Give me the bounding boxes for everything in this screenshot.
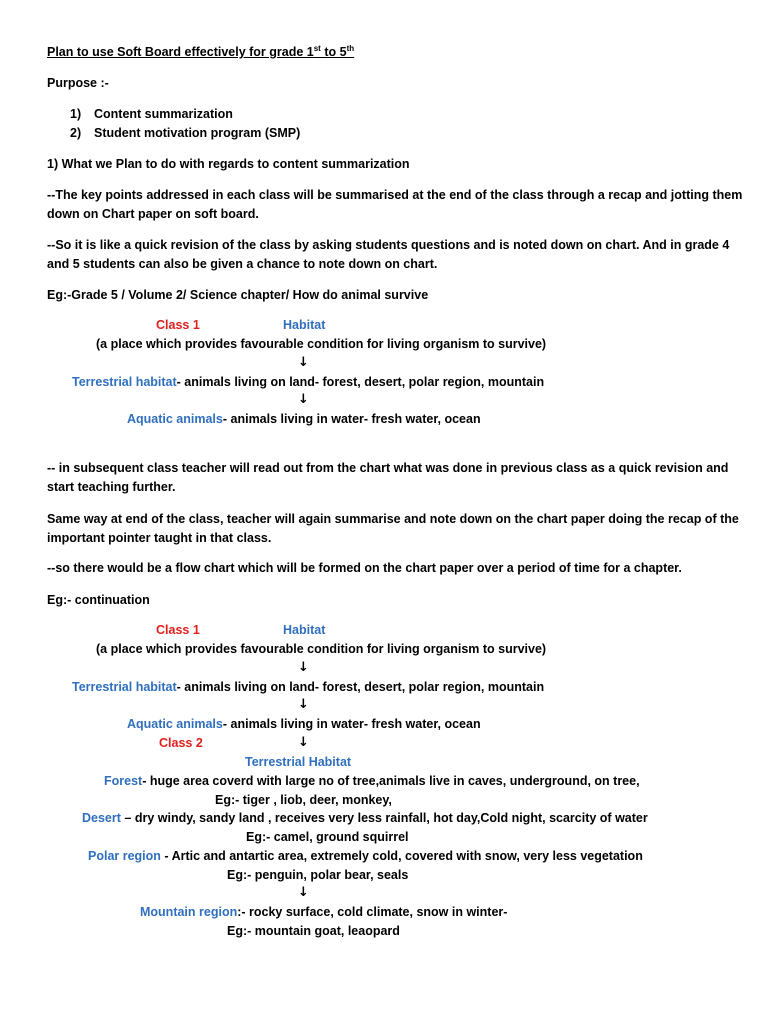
- ex2-habitat-definition: (a place which provides favourable condition for living organism to survive): [96, 642, 547, 656]
- purpose-item-1-number: 1): [70, 107, 82, 121]
- ex2-aquatic-text: - animals living in water- fresh water, ocean: [222, 717, 481, 731]
- ex2-terrestrial-text: - animals living on land- forest, desert, polar region, mountain: [176, 680, 545, 694]
- ex1-terrestrial-text: - animals living on land- forest, desert, polar region, mountain: [176, 375, 545, 389]
- purpose-item-2-number: 2): [70, 126, 82, 140]
- ex2-class2-label: Class 2: [159, 736, 203, 750]
- ex2-desert-label: Desert: [82, 811, 121, 825]
- ex2-terrestrial-line: [72, 679, 544, 695]
- para3-line-2: start teaching further.: [47, 480, 176, 494]
- ex2-mountain-example: Eg:- mountain goat, leaopard: [227, 924, 400, 938]
- ex1-aquatic-label: Aquatic animals: [127, 412, 223, 426]
- ex2-terrestrial-label: Terrestrial habitat: [72, 680, 177, 694]
- ex2-aquatic-label: Aquatic animals: [127, 717, 223, 731]
- example2-heading: Eg:- continuation: [47, 593, 150, 607]
- para4-line-1: Same way at end of the class, teacher will again summarise and note down on the chart paper doing the recap of the: [47, 512, 739, 526]
- down-arrow-icon: ↓: [298, 885, 309, 900]
- ex2-aquatic-line: [127, 716, 481, 732]
- ex2-polar-text: - Artic and antartic area, extremely cold, covered with snow, very less vegetation: [160, 849, 643, 863]
- document-title: [47, 44, 354, 60]
- down-arrow-icon: ↓: [298, 355, 309, 370]
- down-arrow-icon: ↓: [298, 697, 309, 712]
- title-sup-first: st: [313, 43, 321, 53]
- title-sup-second: th: [346, 43, 355, 53]
- para3-line-1: -- in subsequent class teacher will read out from the chart what was done in previous class as a quick revision and: [47, 461, 729, 475]
- ex2-forest-example: Eg:- tiger , liob, deer, monkey,: [215, 793, 392, 807]
- example1-heading: Eg:-Grade 5 / Volume 2/ Science chapter/ How do animal survive: [47, 288, 429, 302]
- ex1-habitat-definition: (a place which provides favourable condition for living organism to survive): [96, 337, 547, 351]
- para1-line-1: --The key points addressed in each class will be summarised at the end of the class through a recap and jotting them: [47, 188, 743, 202]
- section1-heading: 1) What we Plan to do with regards to content summarization: [47, 157, 410, 171]
- ex2-desert-line: [82, 810, 648, 826]
- purpose-item-1-text: Content summarization: [94, 107, 233, 121]
- para1-line-2: down on Chart paper on soft board.: [47, 207, 259, 221]
- para2-line-1: --So it is like a quick revision of the class by asking students questions and is noted down on chart. And in grade 4: [47, 238, 730, 252]
- ex1-habitat-label: Habitat: [283, 318, 326, 332]
- ex2-mountain-text: :- rocky surface, cold climate, snow in winter-: [237, 905, 508, 919]
- purpose-label: Purpose :-: [47, 76, 109, 90]
- para2-line-2: and 5 students can also be given a chance to note down on chart.: [47, 257, 438, 271]
- ex1-aquatic-line: [127, 411, 481, 427]
- title-to: to 5: [320, 45, 347, 59]
- ex1-terrestrial-line: [72, 374, 544, 390]
- ex1-class1-label: Class 1: [156, 318, 200, 332]
- down-arrow-icon: ↓: [298, 392, 309, 407]
- ex2-mountain-label: Mountain region: [140, 905, 238, 919]
- ex2-forest-label: Forest: [104, 774, 143, 788]
- ex2-desert-text: – dry windy, sandy land , receives very less rainfall, hot day,Cold night, scarcity of water: [120, 811, 648, 825]
- ex2-terrestrial-habitat-heading: Terrestrial Habitat: [245, 755, 352, 769]
- ex2-class1-label: Class 1: [156, 623, 200, 637]
- ex2-desert-example: Eg:- camel, ground squirrel: [246, 830, 409, 844]
- down-arrow-icon: ↓: [298, 735, 309, 750]
- ex1-terrestrial-label: Terrestrial habitat: [72, 375, 177, 389]
- down-arrow-icon: ↓: [298, 660, 309, 675]
- ex2-polar-example: Eg:- penguin, polar bear, seals: [227, 868, 409, 882]
- ex2-polar-line: [88, 848, 643, 864]
- title-main: Plan to use Soft Board effectively for grade 1: [47, 45, 314, 59]
- para4-line-2: important pointer taught in that class.: [47, 531, 272, 545]
- ex2-habitat-label: Habitat: [283, 623, 326, 637]
- ex2-forest-line: [104, 773, 640, 789]
- ex2-polar-label: Polar region: [88, 849, 161, 863]
- ex2-mountain-line: [140, 904, 507, 920]
- ex1-aquatic-text: - animals living in water- fresh water, ocean: [222, 412, 481, 426]
- purpose-item-2-text: Student motivation program (SMP): [94, 126, 301, 140]
- para5: --so there would be a flow chart which will be formed on the chart paper over a period of time for a chapter.: [47, 561, 682, 575]
- ex2-forest-text: - huge area coverd with large no of tree,animals live in caves, underground, on tree,: [142, 774, 640, 788]
